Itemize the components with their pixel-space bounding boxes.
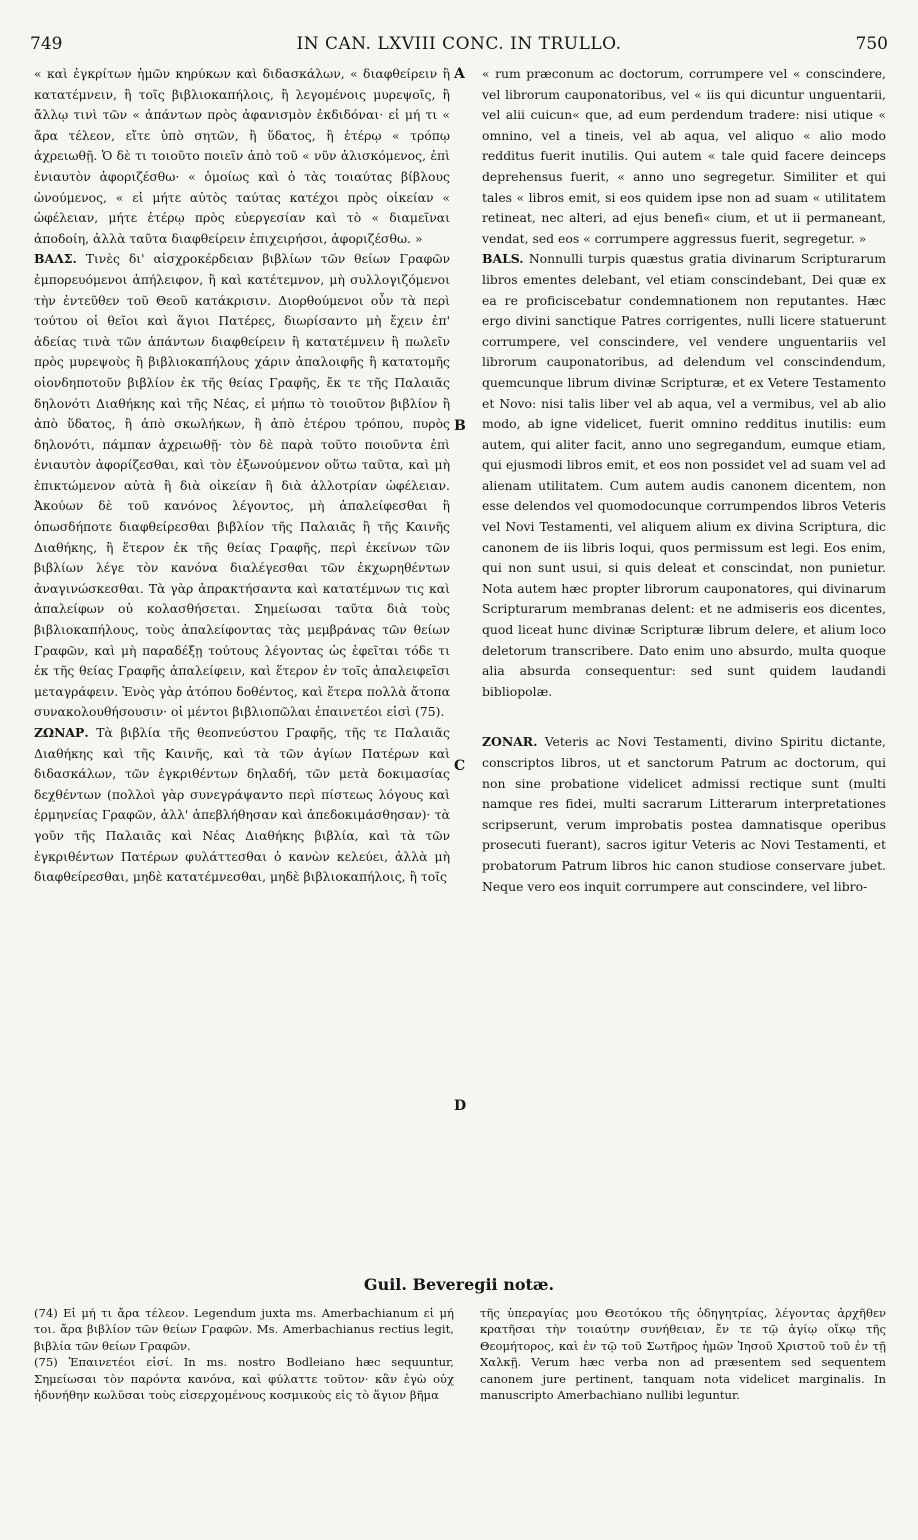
greek-column — [34, 64, 450, 888]
margin-marker-c: C — [454, 758, 466, 774]
zonar-greek-label: ΖΩΝΑΡ. — [34, 725, 89, 740]
zonar-latin-text: Veteris ac Novi Testamenti, divino Spiritu dictante, conscriptos libros, ut et sanctorum Patrum ac doctorum, qui non sine probatione videlicet admissi rectique sunt (multi namque res fidei, multi sacrarum Litterarum interpretationes scripserunt, verum improbatis postea damnatisque operibus prosecuti fuerant), sacros igitur Veteris ac Novi Testamenti, et probatorum Patrum libros hic canon studiose conservare jubet. Neque vero eos inquit corrumpere aut conscindere, vel libro- — [482, 734, 886, 894]
bals-greek-label: ΒΑΛΣ. — [34, 251, 77, 267]
page-number-left: 749 — [30, 34, 63, 54]
note-74: (74) Εἰ μή τι ἄρα τέλεον. Legendum juxta ms. Amerbachianum εἰ μή τοι. ἄρα βιβλίον τῶν θείων Γραφῶν. Ms. Amerbachianus rectius legit, βιβλία τῶν θείων Γραφῶν. — [34, 1306, 454, 1353]
canon-greek-text: « καὶ ἐγκρίτων ἡμῶν κηρύκων καὶ διδασκάλων, « διαφθείρειν ἢ κατατέμνειν, ἢ τοῖς βιβλιοκαπήλοις, ἢ λεγομένοις μυρεψοῖς, ἢ ἄλλῳ τινὶ τῶν « ἁπάντων πρὸς ἀφανισμὸν ἐκδιδόναι· εἰ μή τι « ἄρα τέλεον, εἴτε ὑπὸ σητῶν, ἢ ὕδατος, ἢ ἑτέρῳ « τρόπῳ ἀχρειωθῇ. Ὁ δὲ τι τοιοῦτο ποιεῖν ἀπὸ τοῦ « νῦν ἁλισκόμενος, ἐπὶ ἐνιαυτὸν ἀφοριζέσθω· « ὁμοίως καὶ ὁ τὰς τοιαύτας βίβλους ὠνούμενος, « εἰ μήτε αὐτὸς ταύτας κατέχοι πρὸς οἰκείαν « ὠφέλειαν, μήτε ἑτέρῳ πρὸς εὐεργεσίαν καὶ τὸ « διαμεῖναι ἀποδοίη, ἀλλὰ ταῦτα διαφθείρειν ἐπιχειρήσοι, ἀφοριζέσθω. » — [34, 66, 450, 246]
notes-right-column — [480, 1305, 886, 1403]
note-75-continued: τῆς ὑπεραγίας μου Θεοτόκου τῆς ὁδηγητρίας, λέγοντας ἀρχῆθεν κρατῆσαι τὴν τοιαύτην συνήθειαν, ἔν τε τῷ ἁγίῳ οἴκῳ τῆς Θεομήτορος, καὶ ἐν τῷ τοῦ Σωτῆρος ἡμῶν Ἰησοῦ Χριστοῦ τοῦ ἐν τῇ Χαλκῇ. Verum hæc verba non ad præsentem sed sequentem canonem jure pertinent, tanquam nota videlicet marginalis. In manuscripto Amerbachiano nullibi leguntur. — [480, 1306, 886, 1403]
note-75: (75) Ἐπαινετέοι εἰσί. In ms. nostro Bodleiano hæc sequuntur, Σημείωσαι τὸν παρόντα κανόνα, καὶ φύλαττε τοῦτον· κἂν ἐγὼ οὐχ ἠδυνήθην κωλῦσαι τοὺς εἰσερχομένους κοσμικοὺς εἰς τὸ ἅγιον βῆμα — [34, 1355, 454, 1403]
bals-greek-text: Τινὲς δι' αἰσχροκέρδειαν βιβλίων τῶν θείων Γραφῶν ἐμπορευόμενοι ἀπήλειφον, ἢ καὶ κατέτεμνον, μὴ συλλογιζόμενοι τὴν ἐντεῦθεν τοῦ Θεοῦ κατάκρισιν. Διορθούμενοι οὖν τὰ περὶ τούτου οἱ θεῖοι καὶ ἅγιοι Πατέρες, διωρίσαντο μὴ ἔχειν ἐπ' ἀδείας τινὰ τῶν ἁπάντων διαφθείρειν ἢ κατατέμνειν ἢ πωλεῖν πρὸς μυρεψοὺς ἢ βιβλιοκαπήλους χάριν ἀπαλοιφῆς ἢ κατατομῆς οἱονδηποτοῦν βιβλίον ἐκ τῆς θείας Γραφῆς, ἔκ τε τῆς Παλαιᾶς δηλονότι Διαθήκης καὶ τῆς Νέας, εἰ μήπω τὸ τοιοῦτον βιβλίον ἢ ἀπὸ ὕδατος, ἢ ἀπὸ σκωλήκων, ἢ ἀπὸ ἑτέρου τρόπου, πυρὸς δηλονότι, πάμπαν ἀχρειωθῇ· τὸν δὲ παρὰ τοῦτο ποιοῦντα ἐπὶ ἐνιαυτὸν ἀφορίζεσθαι, καὶ τὸν ἐξωνούμενον οὕτω ταῦτα, καὶ μὴ ἐπικτώμενον αὐτὰ ἢ διὰ οἰκείαν ἢ διὰ ἀλλοτρίαν ὠφέλειαν. Ἀκούων δὲ τοῦ κανόνος λέγοντος, μὴ ἀπαλείφεσθαι ἢ ὁπωσδήποτε διαφθείρεσθαι βιβλίον τῆς Παλαιᾶς ἢ τῆς Καινῆς Διαθήκης, ἢ ἕτερον ἐκ τῆς θείας Γραφῆς, περὶ ἐκείνων τῶν βιβλίων λέγε τὸν κανόνα διαλέγεσθαι τῶν ἐκχωρηθέντων ἀναγινώσκεσθαι. Τὰ γὰρ ἀπρακτήσαντα καὶ κατατέμνων τις καὶ ἀπαλείφων οὐ κολασθήσεται. Σημείωσαι ταῦτα διὰ τοὺς βιβλιοκαπήλους, τοὺς ἀπαλείφοντας τὰς μεμβράνας τῶν θείων Γραφῶν, καὶ μὴ παραδέξῃ τούτους λέγοντας ὡς ἐφεῖται τόδε τι ἐκ τῆς θείας Γραφῆς ἀπαλείφειν, καὶ ἕτερον ἐν τοῖς ἀπαλειφεῖσι μεταγράφειν. Ἑνὸς γὰρ ἀτόπου δοθέντος, καὶ ἕτερα πολλὰ ἄτοπα συνακολουθήσουσιν· οἱ μέντοι βιβλιοπῶλαι ἐπαινετέοι εἰσὶ (75). — [34, 251, 450, 720]
zonar-greek-text: Τὰ βιβλία τῆς θεοπνεύστου Γραφῆς, τῆς τε Παλαιᾶς Διαθήκης καὶ τῆς Καινῆς, καὶ τὰ τῶν ἁγίων Πατέρων καὶ διδασκάλων, τῶν ἐγκριθέντων δηλαδή, τῶν μετὰ δοκιμασίας δεχθέντων (πολλοὶ γὰρ συνεγράψαντο περὶ πίστεως λόγους καὶ ἑρμηνείας Γραφῶν, ἀλλ' ἀπεβλήθησαν καὶ ἀπεδοκιμάσθησαν)· τὰ γοῦν τῆς Παλαιᾶς καὶ Νέας Διαθήκης βιβλία, καὶ τὰ τῶν ἐγκριθέντων Πατέρων φυλάττεσθαι ὁ κανὼν κελεύει, ἀλλὰ μὴ διαφθείρεσθαι, μηδὲ κατατέμνεσθαι, μηδὲ βιβλιοκαπήλοις, ἢ τοῖς — [34, 725, 450, 885]
canon-latin-text: « rum præconum ac doctorum, corrumpere vel « conscindere, vel librorum cauponatoribus, vel « iis qui dicuntur unguentarii, vel alii cuicun« que, ad eum perdendum tradere: nisi utique « omnino, vel a tineis, vel ab aqua, vel aliquo « alio modo redditus fuerit inutilis. Qui autem « tale quid facere deinceps deprehensus fuerit, « anno uno segregetur. Similiter et qui tales « libros emit, si eos quidem ipse non ad suam « utilitatem retineat, nec alteri, ad ejus benefi« cium, et ut ii permaneant, vendat, sed eos « corrumpere aggressus fuerit, segregetur. » — [482, 66, 886, 246]
margin-marker-a: A — [454, 66, 465, 82]
notes-title: Guil. Beveregii notæ. — [363, 1275, 555, 1294]
page-header — [30, 34, 888, 58]
zonar-latin-label: ZONAR. — [482, 734, 538, 750]
margin-marker-b: B — [454, 418, 466, 434]
latin-column — [482, 64, 886, 897]
notes-left-column — [34, 1305, 454, 1403]
margin-marker-d: D — [454, 1098, 467, 1114]
bals-latin-text: Nonnulli turpis quæstus gratia divinarum Scripturarum libros ementes delebant, vel etiam conscindebant, Dei quæ ex ea re proficiscebatur condemnationem non reputantes. Hæc ergo divini sanctique Patres corrigentes, nulli licere statuerunt corrumpere, vel conscindere, vel vendere unguentariis vel librorum cauponatoribus, ad delendum vel conscindendum, quemcunque librum divinæ Scripturæ, et ex Vetere Testamento et Novo: nisi talis liber vel ab aqua, vel a vermibus, vel ab alio modo, ab igne videlicet, fuerit omnino redditus inutilis: eum autem, qui aliter facit, anno uno segregandum, eumque etiam, qui ejusmodi libros emit, et eos non possidet vel ad suam vel ad alienam utilitatem. Cum autem audis canonem dicentem, non esse delendos vel quomodocunque corrumpendos libros Veteris vel Novi Testamenti, vel aliquem alium ex divina Scriptura, dic canonem de iis libris loqui, quos permissum est legi. Eos enim, qui non sunt usui, si quis deleat et conscindat, non punietur. Nota autem hæc propter librorum cauponatores, qui divinarum Scripturarum membranas delent: et ne admiseris eos dicentes, quod liceat hunc divinæ Scripturæ librum delere, et alium loco deletorum transcribere. Dato enim uno absurdo, multa quoque alia absurda consequentur: sed sunt quidem laudandi bibliopolæ. — [482, 251, 886, 699]
page-number-right: 750 — [855, 34, 888, 54]
bals-latin-label: BALS. — [482, 251, 524, 267]
running-title: IN CAN. LXVIII CONC. IN TRULLO. — [296, 34, 622, 54]
